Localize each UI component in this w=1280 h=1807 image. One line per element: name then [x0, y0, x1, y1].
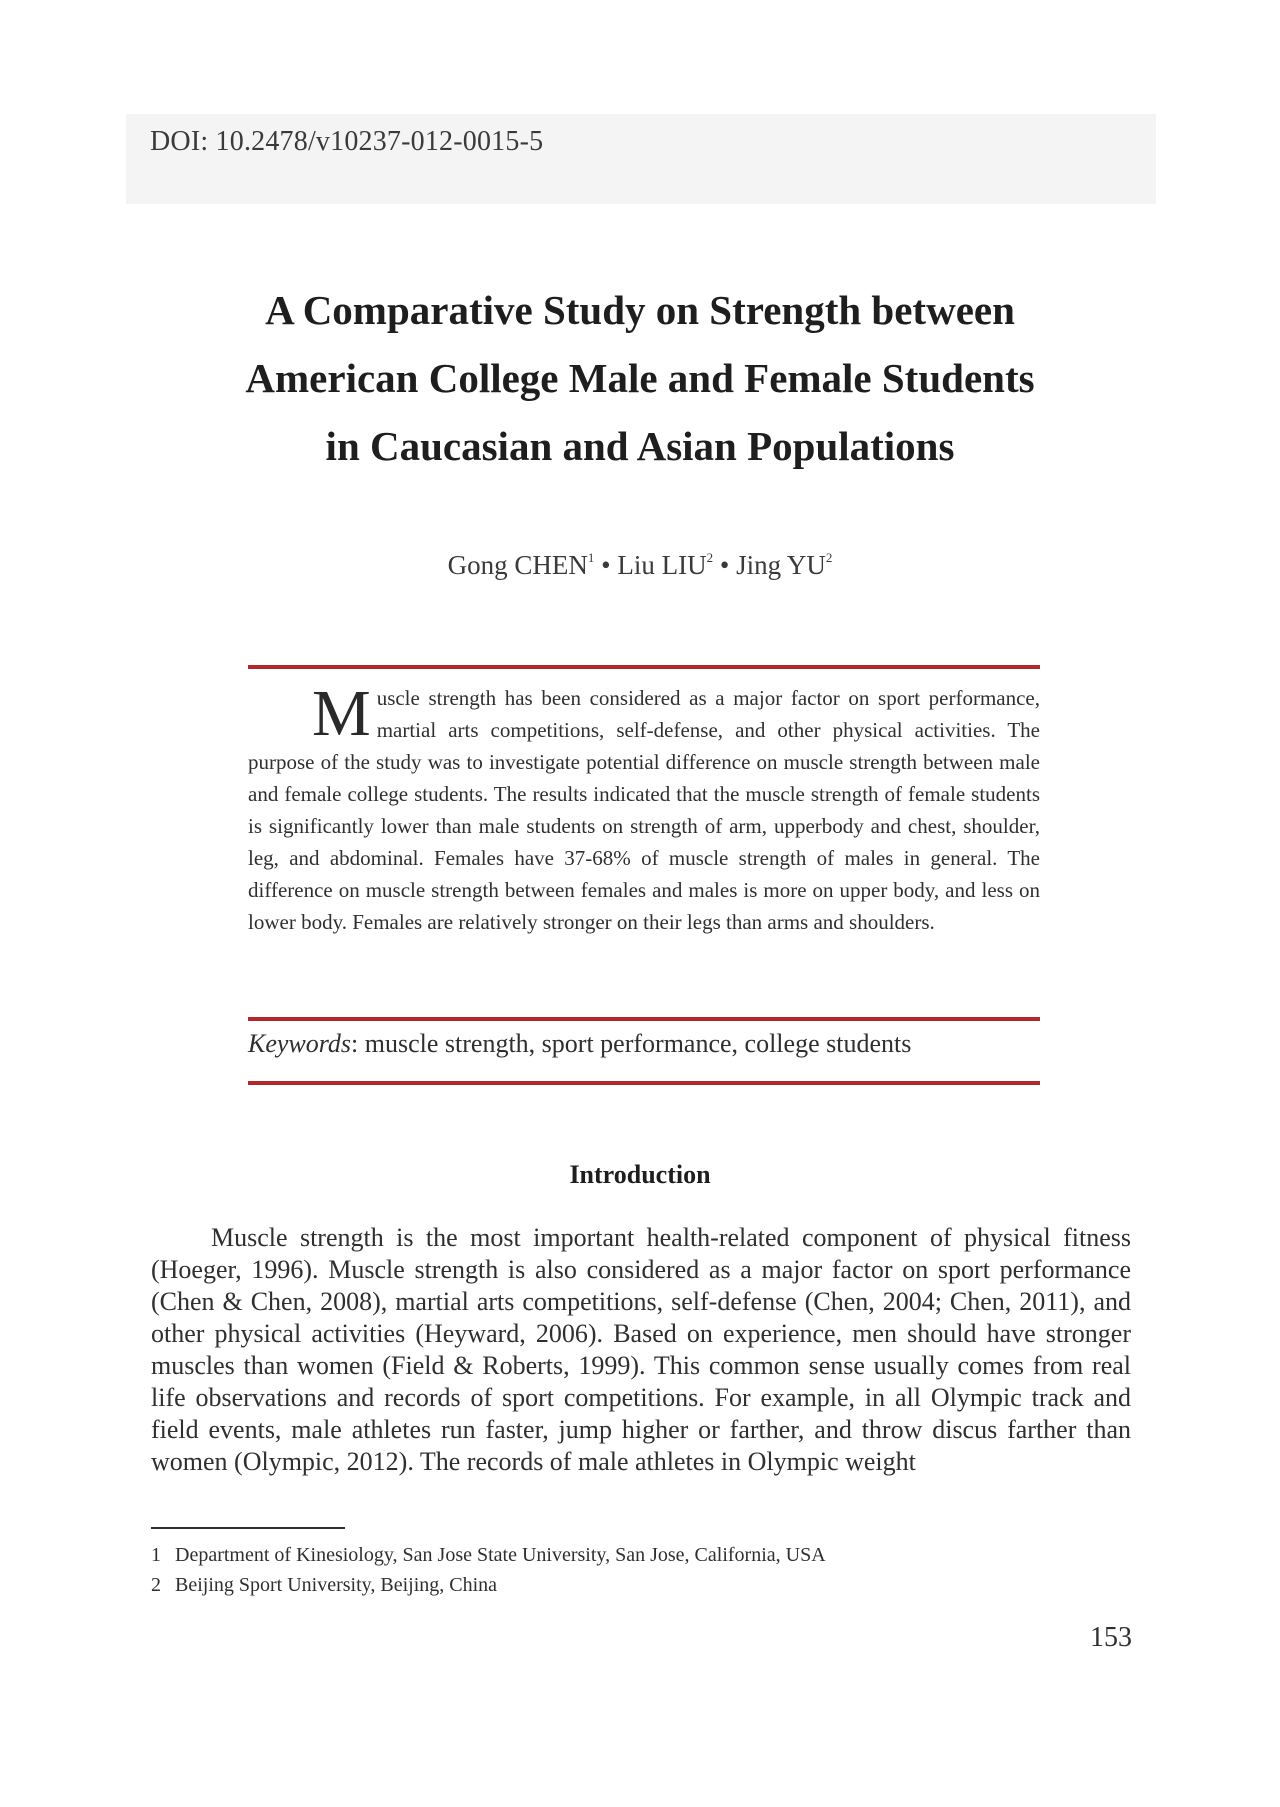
- abstract-text: uscle strength has been considered as a major factor on sport performance, martial arts competitions, self-defense, and other physical activities. The purpose of the study was to investigate potential difference on muscle strength between male and female college students. The results indicated that the muscle strength of female students is significantly lower than male students on strength of arm, upperbody and chest, shoulder, leg, and abdominal. Females have 37-68% of muscle strength of males in general. The difference on muscle strength between females and males is more on upper body, and less on lower body. Females are relatively stronger on their legs than arms and shoulders.: [248, 686, 1040, 934]
- footnote-number: 2: [151, 1574, 161, 1596]
- footnote: [151, 1540, 1131, 1570]
- title-line-2: American College Male and Female Students: [245, 355, 1035, 401]
- author-name: Jing YU: [736, 550, 826, 580]
- author-name: Gong CHEN: [447, 550, 588, 580]
- keywords-text: : muscle strength, sport performance, college students: [351, 1029, 912, 1058]
- doi-text[interactable]: DOI: 10.2478/v10237-012-0015-5: [150, 126, 544, 157]
- footnote-text: Department of Kinesiology, San Jose State University, San Jose, California, USA: [175, 1544, 826, 1566]
- footnote-text: Beijing Sport University, Beijing, China: [175, 1574, 498, 1596]
- footnote-number: 1: [151, 1544, 161, 1566]
- keywords-bottom-rule: [248, 1081, 1040, 1085]
- section-heading-introduction: Introduction: [569, 1160, 711, 1189]
- keywords-top-rule: [248, 1017, 1040, 1021]
- footnotes: [151, 1540, 1131, 1600]
- author-affiliation-mark: 2: [706, 550, 714, 565]
- title-line-1: A Comparative Study on Strength between: [265, 287, 1015, 333]
- page-number: 153: [1090, 1622, 1132, 1653]
- author-separator: •: [594, 550, 618, 580]
- author-separator: •: [713, 550, 737, 580]
- abstract-top-rule: [248, 665, 1040, 669]
- author-name: Liu LIU: [617, 550, 707, 580]
- keywords-label: Keywords: [248, 1029, 352, 1058]
- abstract: [248, 677, 1040, 938]
- abstract-dropcap: M: [312, 677, 371, 750]
- author-list: [140, 550, 1140, 581]
- title-line-3: in Caucasian and Asian Populations: [325, 423, 955, 469]
- author-affiliation-mark: 1: [587, 550, 595, 565]
- author-affiliation-mark: 2: [825, 550, 833, 565]
- footnote-rule: [151, 1527, 345, 1529]
- article-title: [140, 276, 1140, 480]
- body-paragraph: Muscle strength is the most important health-related component of physical fitness (Hoeger, 1996). Muscle strength is also considered as a major factor on sport performance (Chen & Chen, 2008), martial arts competitions, self-defense (Chen, 2004; Chen, 2011), and other physical activities (Heyward, 2006). Based on experience, men should have stronger muscles than women (Field & Roberts, 1999). This common sense usually comes from real life observations and records of sport competitions. For example, in all Olympic track and field events, male athletes run faster, jump higher or farther, and throw discus farther than women (Olympic, 2012). The records of male athletes in Olympic weight: [151, 1223, 1131, 1476]
- keywords: [248, 1029, 1040, 1059]
- footnote: [151, 1570, 1131, 1600]
